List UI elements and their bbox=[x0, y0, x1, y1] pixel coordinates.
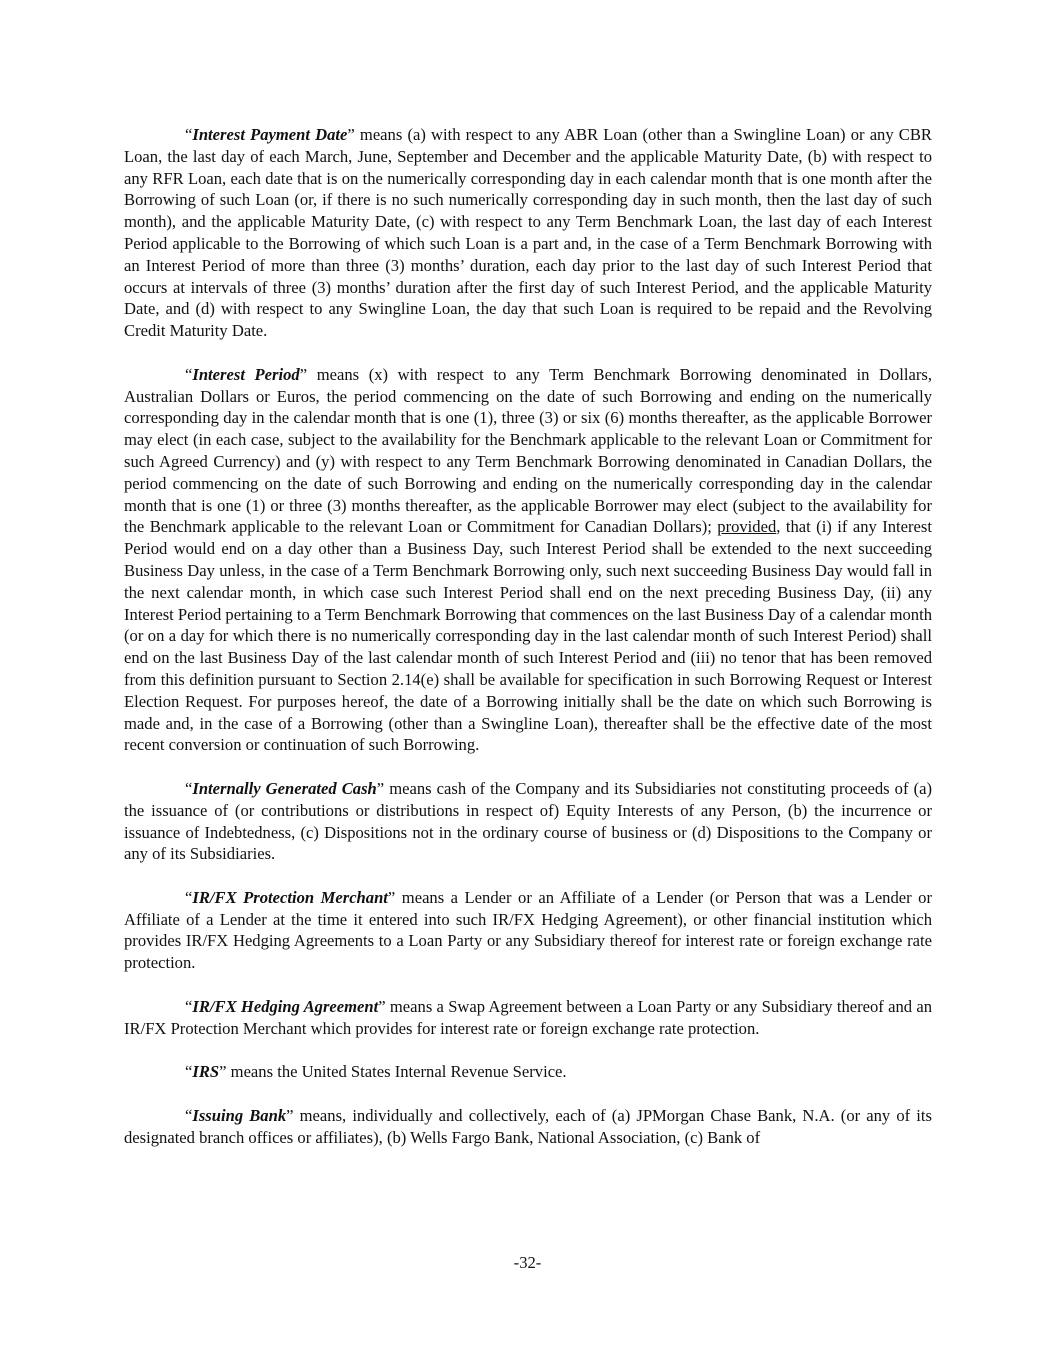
definition-text: means (x) with respect to any Term Benchmark Borrowing denominated in Dollars, Australian Dollars or Euros, the period commencing on the date of such Borrowing and ending on the numerically corresponding day in the calendar month that is one (1), three (3) or six (6) months thereafter, as the applicable Borrower may elect (in each case, subject to the availability for the Benchmark applicable to the relevant Loan or Commitment for such Agreed Currency) and (y) with respect to any Term Benchmark Borrowing denominated in Canadian Dollars, the period commencing on the date of such Borrowing and ending on the numerically corresponding day in the calendar month that is one (1) or three (3) months thereafter, as the applicable Borrower may elect (subject to the availability for the Benchmark applicable to the relevant Loan or Commitment for Canadian Dollars); bbox=[124, 364, 932, 537]
open-quote: “ bbox=[185, 1105, 193, 1125]
document-page bbox=[124, 124, 932, 1170]
defined-term: Issuing Bank bbox=[192, 1105, 287, 1125]
defined-term: Interest Payment Date bbox=[192, 125, 348, 144]
open-quote: “ bbox=[185, 778, 193, 798]
close-quote: ” bbox=[286, 1105, 294, 1125]
definition-text: means the United States Internal Revenue Service. bbox=[226, 1062, 567, 1082]
defined-term: IRS bbox=[192, 1062, 220, 1082]
definition-text: means cash of the Company and its Subsidiaries not constituting proceeds of (a) the issuance of (or contributions or distributions in respect of) Equity Interests of any Person, (b) the incurrence or issuance of Indebtedness, (c) Dispositions not in the ordinary course of business or (d) Dispositions to the Company or any of its Subsidiaries. bbox=[124, 778, 932, 864]
definition-text: means, individually and collectively, each of (a) JPMorgan Chase Bank, N.A. (or any of its designated branch offices or affiliates), (b) Wells Fargo Bank, National Association, (c) Bank of bbox=[124, 1105, 932, 1147]
definition-internally-generated-cash bbox=[124, 778, 932, 865]
definition-ir-fx-protection-merchant bbox=[124, 887, 932, 974]
definition-text: means a Swap Agreement between a Loan Party or any Subsidiary thereof and an IR/FX Protection Merchant which provides for interest rate or foreign exchange rate protection. bbox=[124, 996, 932, 1038]
open-quote: “ bbox=[185, 1062, 193, 1082]
definition-irs bbox=[124, 1061, 932, 1083]
close-quote: ” bbox=[387, 887, 396, 907]
underlined-proviso: provided bbox=[717, 517, 777, 537]
close-quote: ” bbox=[347, 125, 355, 144]
definition-text: means a Lender or an Affiliate of a Lender (or Person that was a Lender or Affiliate of a Lender at the time it entered into such IR/FX Hedging Agreement), or other financial institution which provides IR/FX Hedging Agreements to a Loan Party or any Subsidiary thereof for interest rate or foreign exchange rate protection. bbox=[124, 887, 932, 973]
open-quote: “ bbox=[185, 125, 193, 144]
open-quote: “ bbox=[185, 996, 193, 1016]
defined-term: IR/FX Protection Merchant bbox=[192, 887, 388, 907]
open-quote: “ bbox=[185, 887, 193, 907]
definition-interest-payment-date bbox=[124, 124, 932, 342]
definition-issuing-bank bbox=[124, 1105, 932, 1149]
defined-term: IR/FX Hedging Agreement bbox=[192, 996, 379, 1016]
defined-term: Internally Generated Cash bbox=[192, 778, 377, 798]
close-quote: ” bbox=[378, 996, 386, 1016]
definition-text-continued: , that (i) if any Interest Period would end on a day other than a Business Day, such Interest Period shall be extended to the next succeeding Business Day unless, in the case of a Term Benchmark Borrowing only, such next succeeding Business Day would fall in the next calendar month, in which case such Interest Period shall end on the next preceding Business Day, (ii) any Interest Period pertaining to a Term Benchmark Borrowing that commences on the last Business Day of a calendar month (or on a day for which there is no numerically corresponding day in the last calendar month of such Interest Period) shall end on the last Business Day of the last calendar month of such Interest Period and (iii) no tenor that has been removed from this definition pursuant to Section 2.14(e) shall be available for specification in such Borrowing Request or Interest Election Request. For purposes hereof, the date of a Borrowing initially shall be the date on which such Borrowing is made and, in the case of a Borrowing (other than a Swingline Loan), thereafter shall be the effective date of the most recent conversion or continuation of such Borrowing. bbox=[124, 517, 932, 755]
defined-term: Interest Period bbox=[192, 364, 300, 384]
open-quote: “ bbox=[185, 364, 193, 384]
definition-text: means (a) with respect to any ABR Loan (other than a Swingline Loan) or any CBR Loan, the last day of each March, June, September and December and the applicable Maturity Date, (b) with respect to any RFR Loan, each date that is on the numerically corresponding day in each calendar month that is one month after the Borrowing of such Loan (or, if there is no such numerically corresponding day in such month, then the last day of such month), and the applicable Maturity Date, (c) with respect to any Term Benchmark Loan, the last day of each Interest Period applicable to the Borrowing of which such Loan is a part and, in the case of a Term Benchmark Borrowing with an Interest Period of more than three (3) months’ duration, each day prior to the last day of such Interest Period that occurs at intervals of three (3) months’ duration after the first day of such Interest Period, and the applicable Maturity Date, and (d) with respect to any Swingline Loan, the day that such Loan is required to be repaid and the Revolving Credit Maturity Date. bbox=[124, 125, 933, 341]
close-quote: ” bbox=[376, 778, 385, 798]
close-quote: ” bbox=[219, 1062, 227, 1082]
definition-ir-fx-hedging-agreement bbox=[124, 996, 932, 1040]
close-quote: ” bbox=[299, 364, 308, 384]
definition-interest-period bbox=[124, 364, 932, 756]
page-number: -32- bbox=[513, 1253, 542, 1272]
